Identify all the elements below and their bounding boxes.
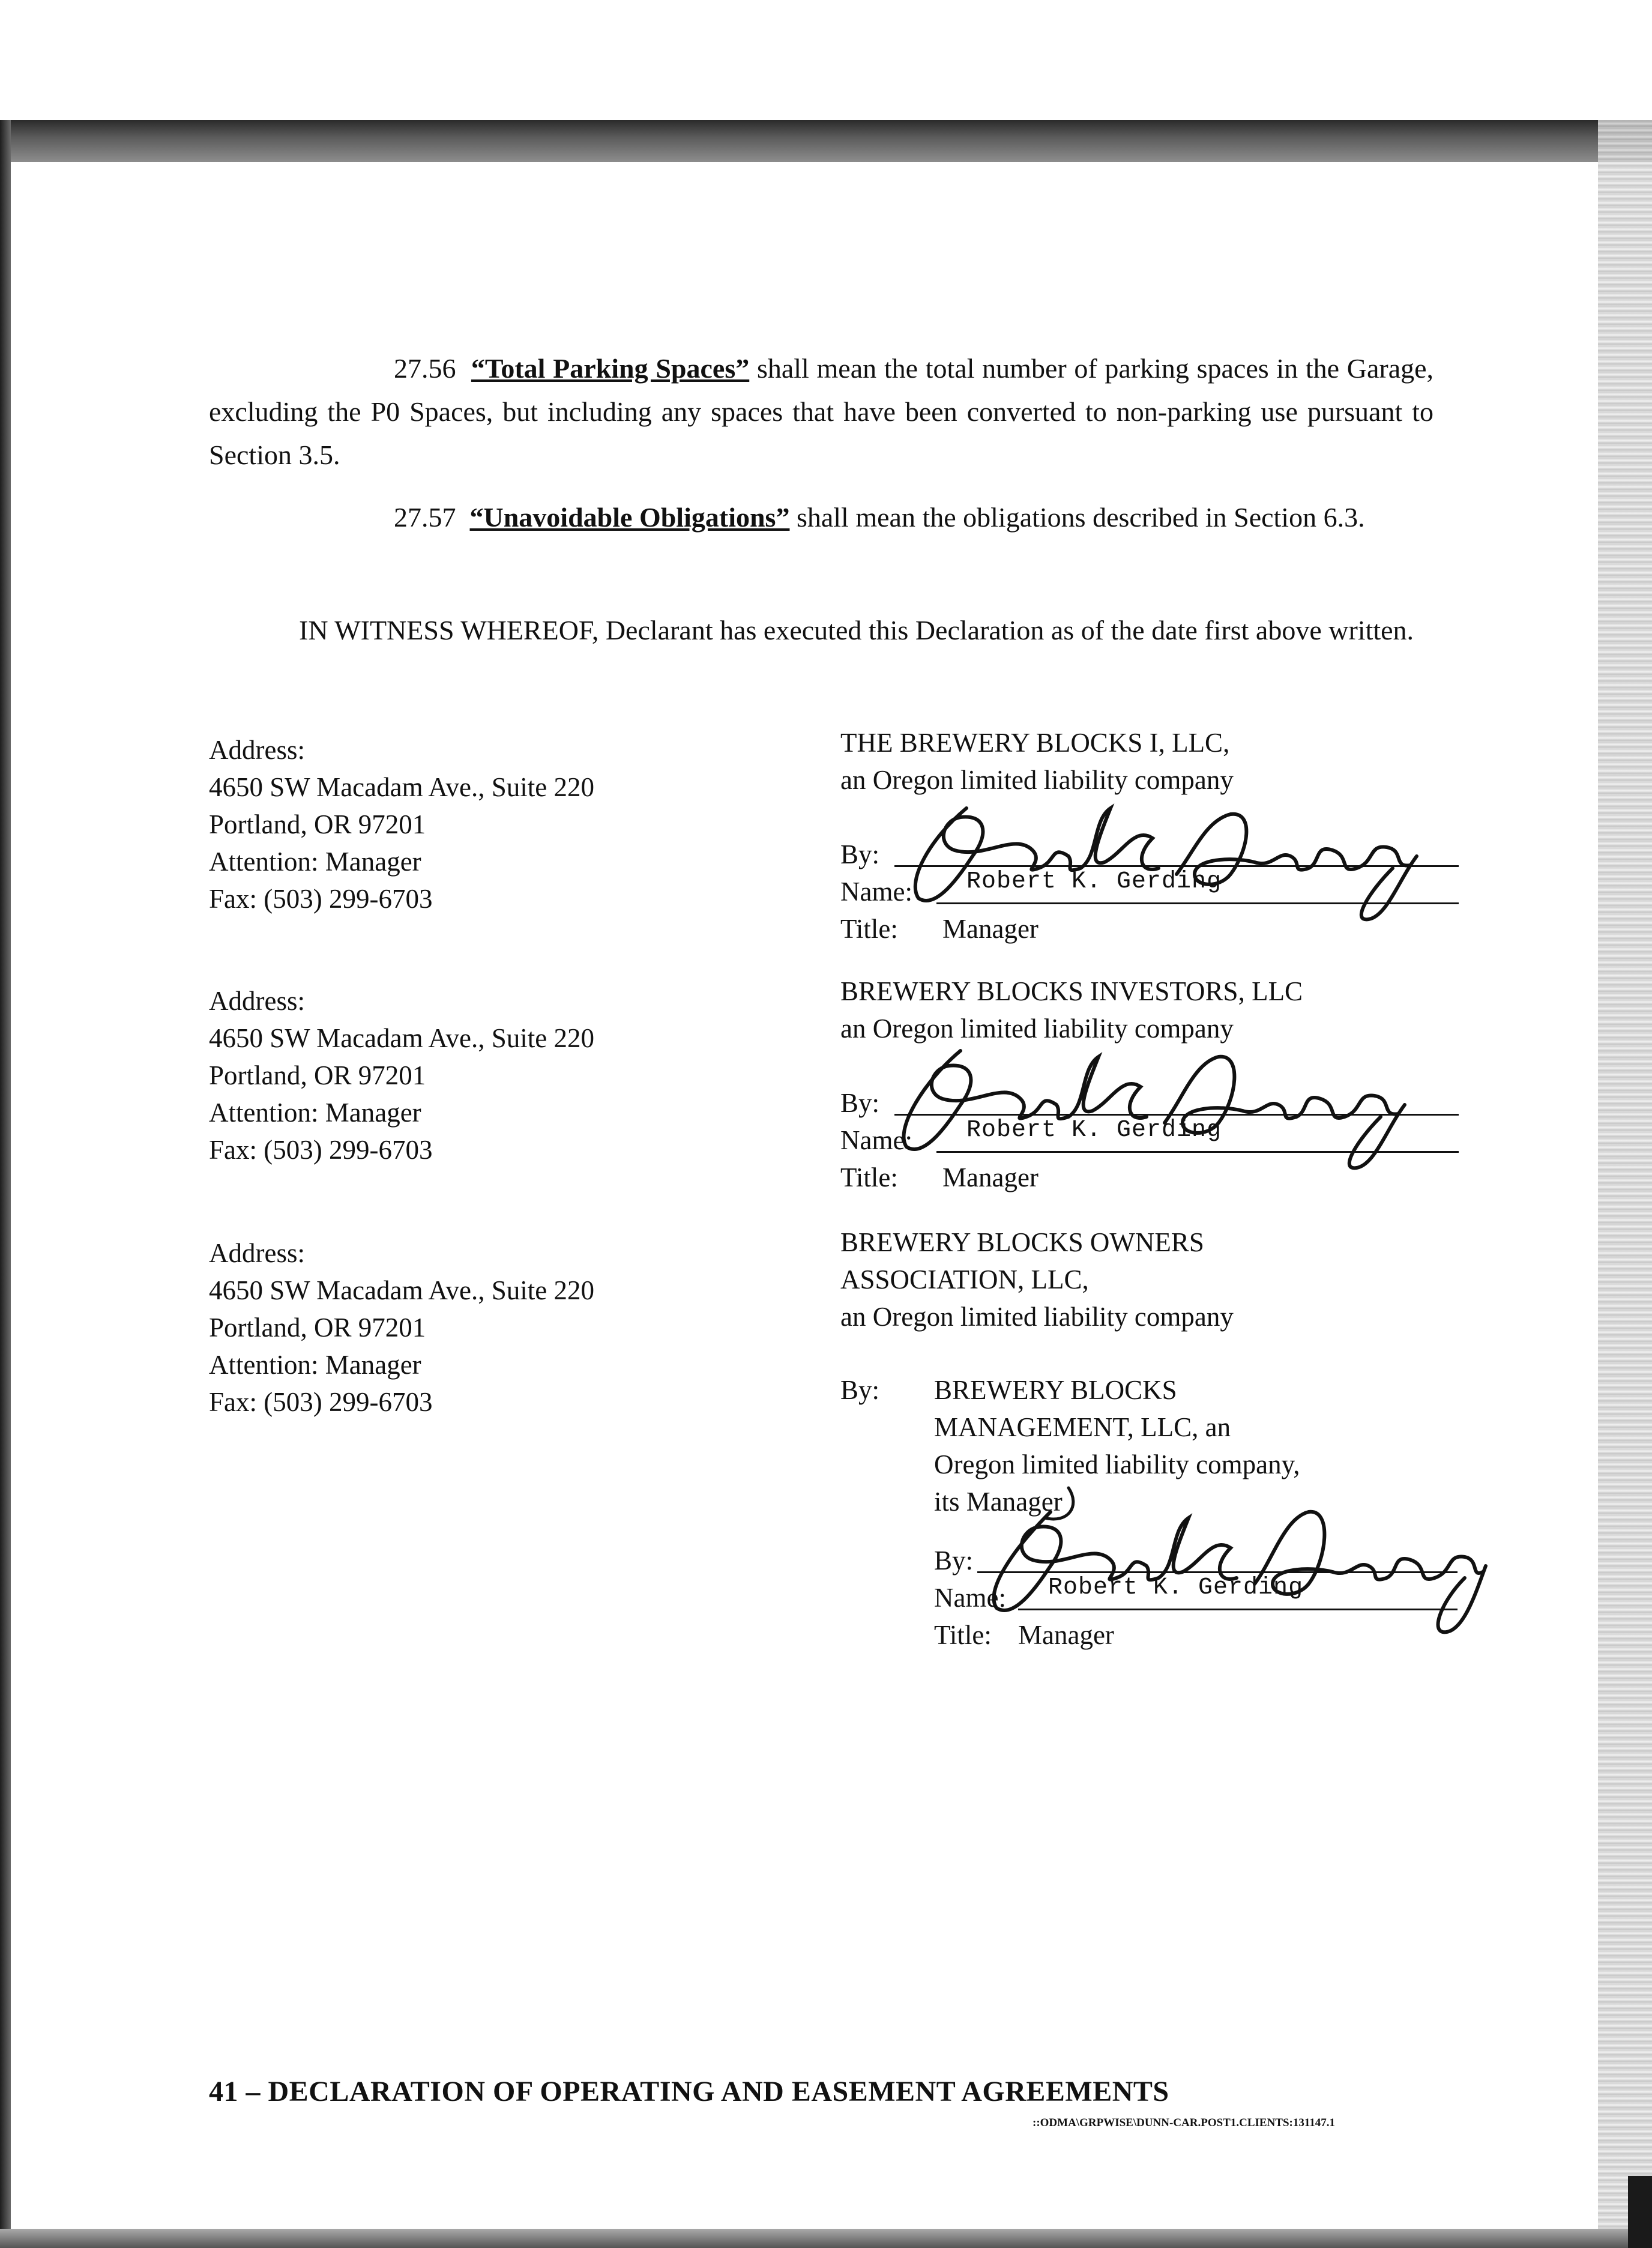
address-city: Portland, OR 97201 <box>209 1313 426 1343</box>
defined-term: “Unavoidable Obligations” <box>469 502 790 533</box>
entity-name-line-1: BREWERY BLOCKS OWNERS <box>840 1227 1204 1257</box>
address-attention: Attention: Manager <box>209 1098 421 1128</box>
title-row <box>840 1159 1471 1196</box>
address-fax: Fax: (503) 299-6703 <box>209 1135 433 1165</box>
name-row <box>840 1117 1471 1159</box>
section-text: shall mean the obligations described in Section 6.3. <box>796 502 1365 533</box>
title-value: Manager <box>942 914 1039 944</box>
name-line <box>936 902 1459 904</box>
by-manager-row <box>840 1371 1471 1409</box>
title-row <box>934 1616 1471 1654</box>
name-label: Name: <box>840 877 912 907</box>
address-fax: Fax: (503) 299-6703 <box>209 884 433 914</box>
name-row <box>934 1574 1471 1616</box>
by-label: By: <box>840 1088 880 1118</box>
address-street: 4650 SW Macadam Ave., Suite 220 <box>209 772 594 802</box>
manager-type: Oregon limited liability company, <box>934 1449 1300 1479</box>
address-label: Address: <box>209 1238 305 1268</box>
address-street: 4650 SW Macadam Ave., Suite 220 <box>209 1023 594 1053</box>
title-value: Manager <box>942 1162 1039 1192</box>
address-city: Portland, OR 97201 <box>209 1060 426 1090</box>
address-fax: Fax: (503) 299-6703 <box>209 1387 433 1417</box>
manager-name-line-2: MANAGEMENT, LLC, an <box>934 1412 1231 1442</box>
name-row <box>840 868 1471 910</box>
manager-name-line-1: BREWERY BLOCKS <box>934 1375 1177 1405</box>
entity-type: an Oregon limited liability company <box>840 1302 1234 1332</box>
title-label: Title: <box>840 1162 898 1192</box>
typed-name: Robert K. Gerding <box>1048 1574 1304 1601</box>
name-label: Name: <box>934 1583 1006 1613</box>
entity-type: an Oregon limited liability company <box>840 765 1234 795</box>
address-city: Portland, OR 97201 <box>209 809 426 839</box>
address-label: Address: <box>209 735 305 765</box>
witness-clause <box>209 609 1433 652</box>
by-label: By: <box>840 1375 880 1405</box>
name-line <box>1018 1609 1458 1610</box>
address-label: Address: <box>209 986 305 1016</box>
address-block-2 <box>209 982 749 1168</box>
by-label: By: <box>934 1546 974 1576</box>
entity-name-line-2: ASSOCIATION, LLC, <box>840 1264 1089 1295</box>
address-street: 4650 SW Macadam Ave., Suite 220 <box>209 1275 594 1305</box>
title-row <box>840 910 1471 947</box>
entity-name: THE BREWERY BLOCKS I, LLC, <box>840 728 1230 758</box>
section-number: 27.57 <box>394 502 456 533</box>
entity-type: an Oregon limited liability company <box>840 1014 1234 1044</box>
address-block-1 <box>209 731 749 917</box>
section-number: 27.56 <box>394 353 456 384</box>
typed-name: Robert K. Gerding <box>966 1117 1222 1144</box>
defined-term: “Total Parking Spaces” <box>471 353 750 384</box>
signature-block-2 <box>840 973 1471 1196</box>
title-value: Manager <box>1018 1620 1114 1650</box>
section-text: shall mean the total number of parking spaces in the Garage, excluding the P0 Spaces, but including any spaces that have been converted to non-parking use pursuant to Section 3.5. <box>209 353 1434 470</box>
address-attention: Attention: Manager <box>209 847 421 877</box>
name-label: Name: <box>840 1125 912 1155</box>
section-27-57 <box>209 496 1433 539</box>
address-attention: Attention: Manager <box>209 1350 421 1380</box>
manager-role: its Manager <box>934 1487 1063 1517</box>
address-block-3 <box>209 1234 749 1421</box>
document-code: ::ODMA\GRPWISE\DUNN-CAR.POST1.CLIENTS:131147.1 <box>1032 2117 1336 2129</box>
title-label: Title: <box>934 1620 992 1650</box>
by-label: By: <box>840 839 880 869</box>
section-27-56 <box>209 347 1433 477</box>
page-footer-title: 41 – DECLARATION OF OPERATING AND EASEMENT AGREEMENTS <box>209 2076 1169 2108</box>
title-label: Title: <box>840 914 898 944</box>
entity-name: BREWERY BLOCKS INVESTORS, LLC <box>840 976 1303 1006</box>
name-line <box>936 1151 1459 1153</box>
signature-block-3 <box>840 1224 1471 1654</box>
signature-block-1 <box>840 724 1471 947</box>
typed-name: Robert K. Gerding <box>966 868 1222 895</box>
witness-text: IN WITNESS WHEREOF, Declarant has executed this Declaration as of the date first above written. <box>299 615 1414 645</box>
